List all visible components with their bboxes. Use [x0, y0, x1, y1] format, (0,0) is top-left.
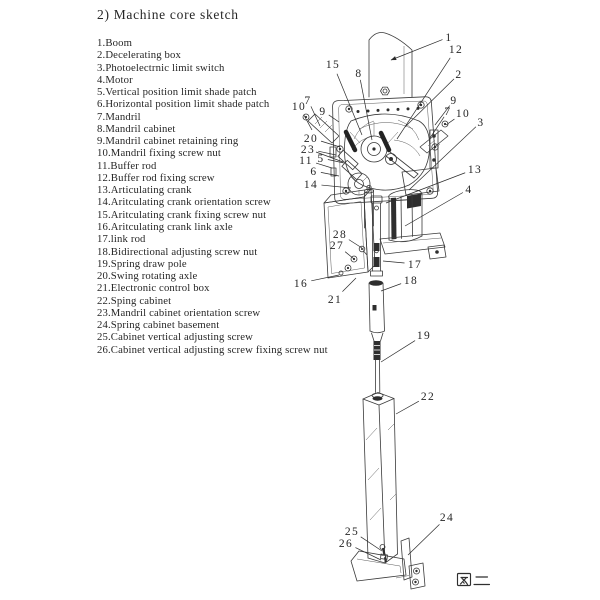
part-item-1: 1.Boom [97, 37, 133, 49]
callout-leader-14 [321, 185, 351, 188]
callout-leader-17 [383, 261, 405, 263]
callout-label-21: 21 [327, 294, 343, 306]
callout-label-27: 27 [329, 240, 345, 252]
cabinet-basement [351, 538, 425, 589]
part-item-21: 21.Electronic control box [97, 282, 210, 295]
part-item-15: 15.Aritculating crank fixing screw nut [97, 208, 267, 221]
part-item-8: 8.Mandril cabinet [97, 122, 176, 135]
callout-leader-21 [342, 278, 356, 292]
motor [380, 188, 446, 259]
callout-leader-24 [408, 524, 439, 555]
callout-label-26: 26 [338, 538, 354, 550]
part-item-17: 17.link rod [97, 233, 146, 246]
part-item-26: 26.Cabinet vertical adjusting screw fixing screw nut [97, 343, 328, 356]
part-item-25: 25.Cabinet vertical adjusting screw [97, 331, 254, 344]
spring-cabinet [363, 393, 398, 564]
boom [369, 32, 412, 97]
callout-label-15: 15 [325, 59, 341, 71]
callout-label-7: 7 [304, 95, 312, 107]
callout-label-17: 17 [407, 259, 423, 271]
part-item-2: 2.Decelerating box [97, 49, 182, 62]
callout-label-4: 4 [465, 184, 473, 196]
callout-label-11: 11 [299, 155, 313, 167]
link-rod [371, 196, 383, 276]
part-item-19: 19.Spring draw pole [97, 257, 187, 270]
figure-caption [458, 574, 490, 586]
part-item-22: 22.Sping cabinet [97, 294, 172, 307]
callout-label-16: 16 [293, 278, 309, 290]
decelerating-box [300, 87, 448, 204]
callout-leader-9 [329, 115, 339, 122]
part-item-10: 10.Mandril fixing screw nut [97, 147, 221, 160]
callout-label-20: 20 [303, 133, 319, 145]
callout-leader-1 [391, 40, 442, 60]
callout-label-23: 23 [300, 144, 316, 156]
callout-label-9: 9 [319, 106, 327, 118]
callout-label-10: 10 [455, 108, 471, 120]
callout-leader-19 [381, 341, 415, 362]
callout-label-18: 18 [403, 275, 419, 287]
callout-leader-27 [345, 252, 354, 259]
callout-leader-22 [396, 401, 419, 414]
callout-label-1: 1 [445, 32, 453, 44]
callout-label-25: 25 [344, 526, 360, 538]
section-title: 2) Machine core sketch [97, 7, 239, 22]
callout-label-7: 7 [444, 106, 452, 118]
callout-leader-18 [381, 284, 401, 291]
part-item-3: 3.Photoelectrnic limit switch [97, 61, 225, 74]
callout-leader-16 [311, 275, 339, 281]
callout-label-10: 10 [291, 101, 307, 113]
electronic-control-box [324, 185, 375, 278]
part-item-13: 13.Articulating crank [97, 184, 192, 197]
callout-leader-28 [349, 240, 362, 248]
callout-label-2: 2 [455, 69, 463, 81]
callout-leader-3 [409, 127, 476, 190]
vertical-adjusting-screw [380, 545, 388, 563]
spring-draw-pole [372, 341, 383, 398]
part-item-4: 4.Motor [97, 73, 133, 86]
bidirectional-adjusting-nut [369, 280, 385, 341]
part-item-6: 6.Horizontal position limit shade patch [97, 98, 270, 111]
callout-label-14: 14 [303, 179, 319, 191]
part-item-18: 18.Bidirectional adjusting screw nut [97, 245, 258, 258]
part-item-11: 11.Buffer rod [97, 159, 157, 172]
callout-label-13: 13 [467, 164, 483, 176]
callout-leader-15 [337, 74, 362, 135]
part-item-9: 9.Mandril cabinet retaining ring [97, 135, 239, 148]
callout-label-3: 3 [477, 117, 485, 129]
part-item-7: 7.Mandril [97, 110, 141, 123]
part-item-12: 12.Buffer rod fixing screw [97, 171, 215, 184]
articulating-crank [338, 150, 370, 195]
callout-leader-25 [361, 537, 382, 551]
callout-label-6: 6 [310, 166, 318, 178]
callout-label-22: 22 [420, 391, 436, 403]
callout-label-8: 8 [355, 68, 363, 80]
callout-label-9: 9 [450, 95, 458, 107]
callout-leader-8 [360, 80, 372, 140]
callout-leader-7 [430, 117, 444, 138]
part-item-14: 14.Aritculating crank orientation screw [97, 196, 271, 209]
callout-label-19: 19 [416, 330, 432, 342]
callout-label-12: 12 [448, 44, 464, 56]
part-item-23: 23.Mandril cabinet orientation screw [97, 306, 261, 319]
callout-label-5: 5 [317, 153, 325, 165]
callout-leader-10 [304, 115, 312, 130]
part-item-24: 24.Spring cabinet basement [97, 319, 220, 332]
part-item-5: 5.Vertical position limit shade patch [97, 86, 257, 99]
part-item-20: 20.Swing rotating axle [97, 270, 198, 283]
callout-label-24: 24 [439, 512, 455, 524]
callout-label-28: 28 [332, 229, 348, 241]
part-item-16: 16.Aritculating crank link axle [97, 220, 233, 233]
